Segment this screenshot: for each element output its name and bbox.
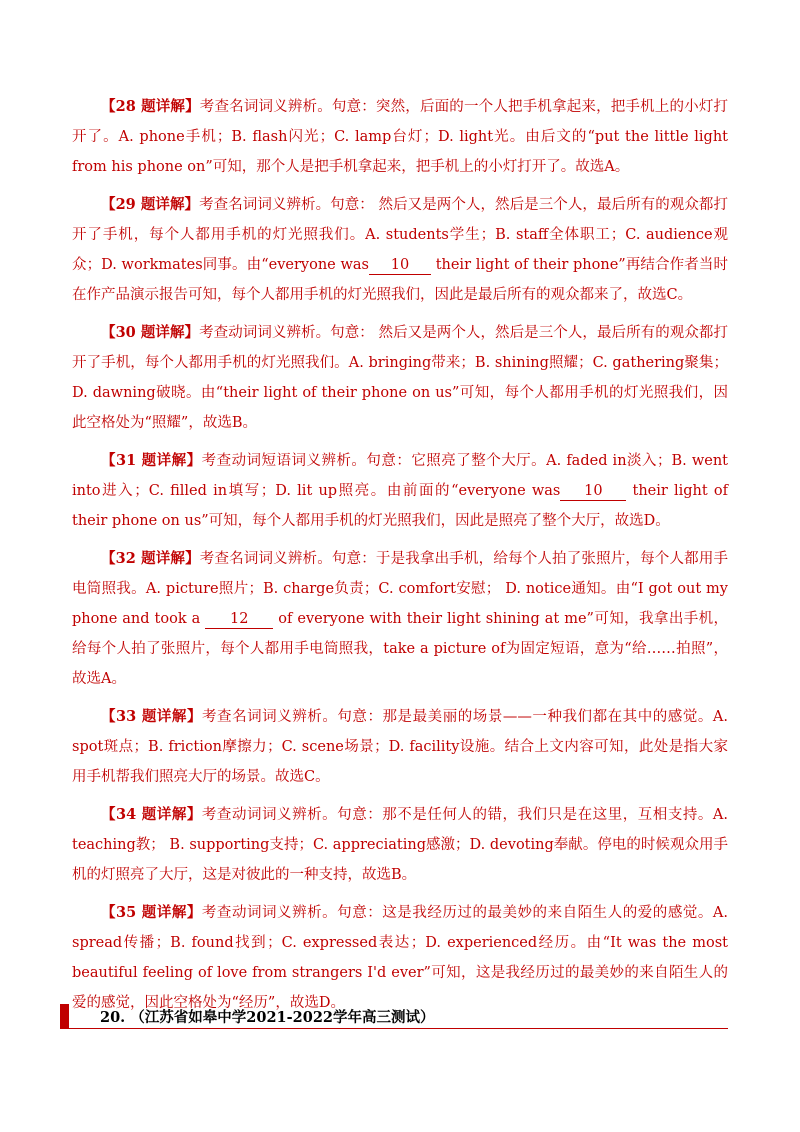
heading-accent-bar	[60, 1004, 69, 1028]
explanation-34	[72, 800, 728, 890]
question-tag: 【32 题详解】	[101, 550, 200, 567]
question-tag: 【28 题详解】	[101, 98, 200, 115]
explanation-30	[72, 318, 728, 438]
answer-blank: 12	[205, 610, 273, 629]
explanation-text: their light of their phone on us”可知，每个人都用手机的灯光照我们，因此是照亮了整个大厅，故选D。	[72, 483, 728, 529]
section-heading-text: 20. （江苏省如皋中学2021-2022学年高三测试）	[100, 1009, 435, 1026]
answer-explanations	[72, 92, 728, 1026]
answer-blank: 10	[369, 256, 431, 275]
question-tag: 【30 题详解】	[101, 324, 200, 341]
section-heading	[60, 1004, 728, 1029]
explanation-text: of everyone with their light shining at me”可知，我拿出手机，给每个人拍了张照片，每个人都用手电筒照我，take a picture of为固定短语，意为“给……拍照”，故选A。	[72, 611, 728, 687]
question-tag: 【29 题详解】	[101, 196, 200, 213]
explanation-32	[72, 544, 728, 694]
explanation-text: 考查动词词义辨析。句意：那不是任何人的错，我们只是在这里，互相支持。A. teaching教； B. supporting支持；C. appreciating感激；D. devoting奉献。停电的时候观众用手机的灯照亮了大厅，这是对彼此的一种支持，故选B。	[72, 807, 728, 883]
explanation-31	[72, 446, 728, 536]
explanation-text: 考查名词词义辨析。句意： 然后又是两个人，然后是三个人，最后所有的观众都打开了手机，每个人都用手机的灯光照我们。A. students学生；B. staff全体职工；C. audience观众；D. workmates同事。由“everyone was	[72, 197, 728, 273]
explanation-text: 考查动词词义辨析。句意： 然后又是两个人，然后是三个人，最后所有的观众都打开了手机，每个人都用手机的灯光照我们。A. bringing带来；B. shining照耀；C. gathering聚集；D. dawning破晓。由“their light of their phone on us”可知，每个人都用手机的灯光照我们，因此空格处为“照耀”，故选B。	[72, 325, 728, 431]
explanation-35	[72, 898, 728, 1018]
question-tag: 【35 题详解】	[101, 904, 202, 921]
explanation-text: 考查动词短语词义辨析。句意：它照亮了整个大厅。A. faded in淡入；B. went into进入；C. filled in填写；D. lit up照亮。由前面的“everyone was	[72, 453, 728, 499]
explanation-33	[72, 702, 728, 792]
question-tag: 【33 题详解】	[101, 708, 202, 725]
question-tag: 【31 题详解】	[101, 452, 202, 469]
question-tag: 【34 题详解】	[101, 806, 202, 823]
explanation-text: 考查名词词义辨析。句意：那是最美丽的场景——一种我们都在其中的感觉。A. spot斑点；B. friction摩擦力；C. scene场景；D. facility设施。结合上文内容可知，此处是指大家用手机帮我们照亮大厅的场景。故选C。	[72, 709, 729, 785]
explanation-text: 考查名词词义辨析。句意：于是我拿出手机，给每个人拍了张照片，每个人都用手电筒照我。A. picture照片；B. charge负责；C. comfort安慰； D. notice通知。由“I got out my phone and took a	[72, 551, 728, 627]
explanation-text: 考查动词词义辨析。句意：这是我经历过的最美妙的来自陌生人的爱的感觉。A. spread传播；B. found找到；C. expressed表达；D. experienced经历。由“It was the most beautiful feeling of love from strangers I'd ever”可知，这是我经历过的最美妙的来自陌生人的爱的感觉，因此空格处为“经历”，故选D。	[72, 905, 728, 1011]
explanation-text: their light of their phone”再结合作者当时在作产品演示报告可知，每个人都用手机的灯光照我们，因此是最后所有的观众都来了，故选C。	[72, 257, 728, 303]
answer-blank: 10	[560, 482, 626, 501]
explanation-29	[72, 190, 728, 310]
explanation-28	[72, 92, 728, 182]
explanation-text: 考查名词词义辨析。句意：突然，后面的一个人把手机拿起来，把手机上的小灯打开了。A. phone手机；B. flash闪光；C. lamp台灯；D. light光。由后文的“put the little light from his phone on”可知，那个人是把手机拿起来，把手机上的小灯打开了。故选A。	[72, 99, 728, 175]
